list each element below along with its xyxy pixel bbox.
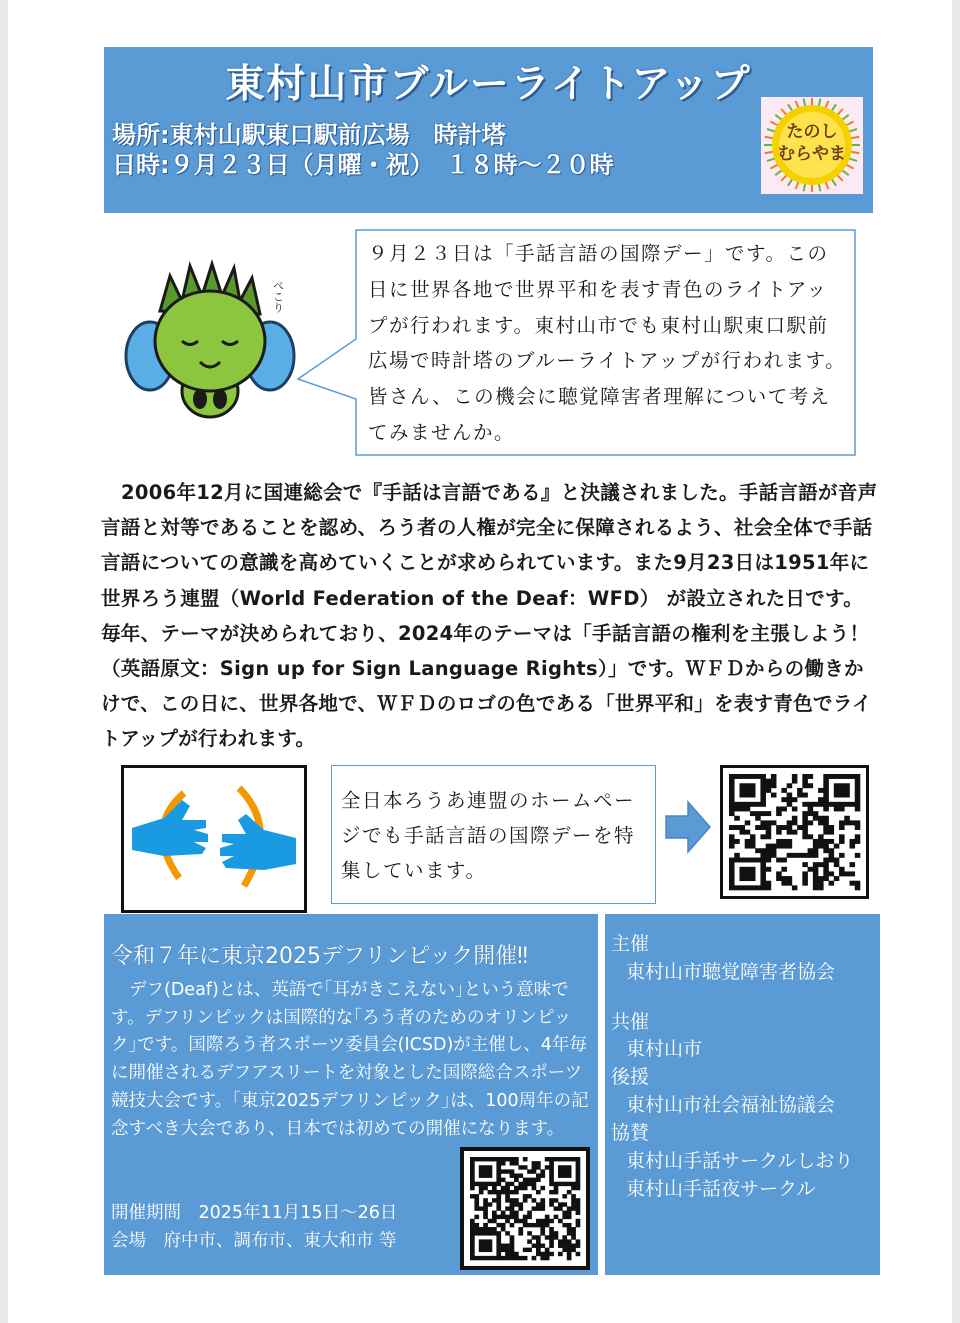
event-date: 日時:９月２３日（月曜・祝） １８時～２０時 [112,151,614,179]
bubble-line: 日に世界各地で世界平和を表す青色のライトアッ [368,277,828,301]
deaflympics-period: 開催期間 2025年11月15日～26日 [111,1203,398,1223]
sponsor-name: 東村山手話夜サークル [626,1178,816,1200]
deaflympics-text: デフ(Deaf)とは、英語で｢耳がきこえない｣という意味です。デフリンピックは国際的な｢ろう者のためのオリンピック｣です。国際ろう者スポーツ委員会(ICSD)が主催し、4年毎に開催されるデフアスリートを対象とした国際総合スポーツ競技大会です。「東京2025デフリンピック｣は、100周年の記念すべき大会であり、日本では初めての開催になります。 [111,980,589,1139]
bubble-text [368,236,853,451]
mascot-name: ぺこり [271,280,285,313]
header-banner [104,47,873,213]
jfd-qr-code[interactable] [720,765,869,899]
sign-language-day-logo [121,765,307,913]
support-name: 東村山市社会福祉協議会 [626,1094,836,1116]
organizers-panel [605,914,880,1275]
right-arrow-icon [664,800,712,858]
deaflympics-venue: 会場 府中市、調布市、東大和市 等 [111,1231,397,1251]
deaflympics-qr-code[interactable] [460,1147,590,1270]
page-title: 東村山市ブルーライトアップ [225,62,752,107]
bubble-line: 広場で時計塔のブルーライトアップが行われます。 [368,349,847,373]
link-line: ジでも手話言語の国際デーを特 [341,824,636,847]
svg-text:むらやま: むらやま [778,144,846,164]
cohost-name: 東村山市 [626,1038,703,1060]
host-name: 東村山市聴覚障害者協会 [626,961,836,983]
sponsor-name: 東村山手話サークルしおり [626,1150,854,1172]
host-label: 主催 [611,933,650,955]
deaflympics-title: 令和７年に東京2025デフリンピック開催‼ [111,944,528,969]
event-place: 場所:東村山駅東口駅前広場 時計塔 [112,121,506,149]
body-paragraph: 2006年12月に国連総会で『手話は言語である』と決議されました。手話言語が音声言語と対等であることを認め、ろう者の人権が完全に保障されるよう、社会全体で手話言語についての意識を高めていくことが求められています。また9月23日は1951年に世界ろう連盟（World Federation of the Deaf：WFD） が設立された日です。毎年、テーマが決められており、2024年のテーマは「手話言語の権利を主張しよう！（英語原文：Sign up for Sign Language Rights）」です。ＷＦＤからの働きかけで、この日に、世界各地で、ＷＦＤのロゴの色である「世界平和」を表す青色でライトアップが行われます。 [101,481,878,751]
flyer-page [8,0,952,1323]
cohost-label: 共催 [611,1011,650,1033]
bubble-line: ９月２３日は「手話言語の国際デー」です。この [368,242,829,265]
pekori-mascot [120,256,300,430]
bubble-line: プが行われます。東村山市でも東村山駅東口駅前 [368,313,829,337]
jfd-homepage-box [331,765,656,904]
support-label: 後援 [611,1066,650,1088]
tanoshi-murayama-logo [761,97,863,194]
link-line: 全日本ろうあ連盟のホームペー [341,789,636,812]
svg-text:たのし: たのし [786,122,838,142]
bubble-line: 皆さん、この機会に聴覚障害者理解について考え [368,385,831,409]
sponsor-label: 協賛 [611,1122,650,1144]
link-line: 集しています。 [341,859,487,882]
bubble-line: てみませんか。 [368,420,516,444]
